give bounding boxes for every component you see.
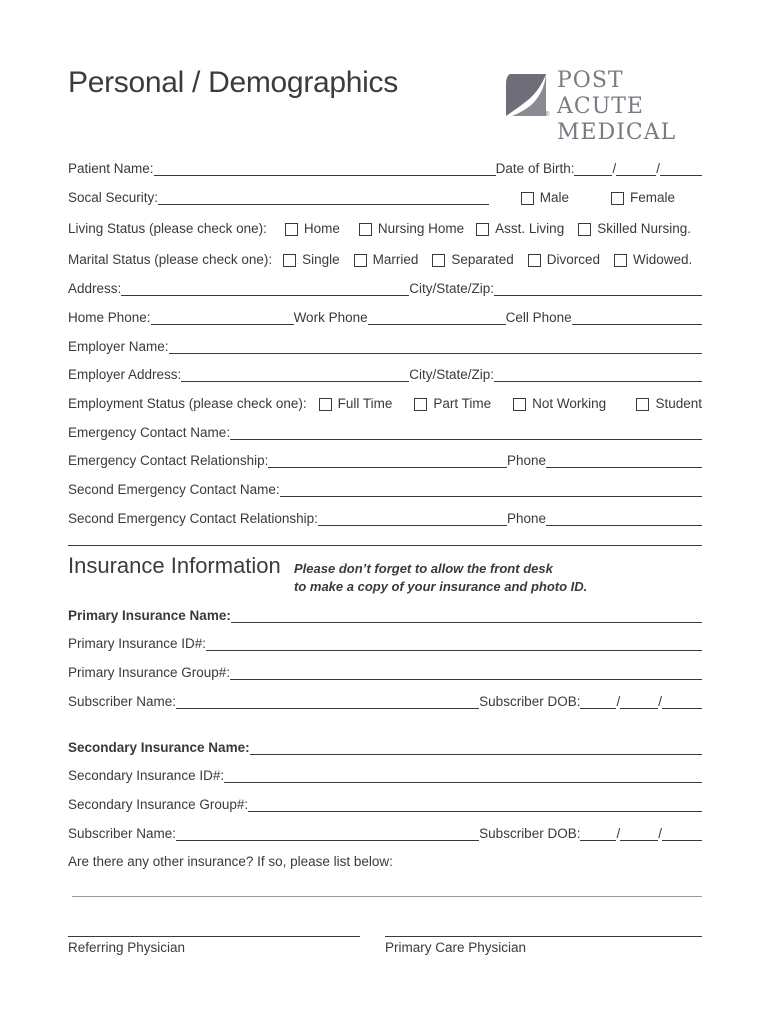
checkbox-box[interactable] (528, 254, 541, 267)
second-emergency-name-label: Second Emergency Contact Name: (68, 482, 280, 497)
emergency-relationship-field[interactable] (268, 453, 507, 468)
marital-married-checkbox[interactable] (354, 251, 419, 269)
marital-option-label: Married (372, 252, 419, 267)
subscriber-name-field[interactable] (176, 694, 479, 709)
male-label: Male (539, 190, 569, 205)
emergency-contact-name-label: Emergency Contact Name: (68, 425, 231, 440)
subscriber-dob-year-field[interactable] (662, 694, 702, 709)
primary-care-physician-label: Primary Care Physician (385, 940, 527, 955)
subscriber-dob-label: Subscriber DOB: (479, 694, 581, 709)
marital-status-row (68, 249, 702, 269)
secondary-insurance-group-field[interactable] (248, 797, 702, 812)
primary-insurance-group-row (68, 662, 702, 682)
employment-part-time-checkbox[interactable] (414, 395, 491, 413)
primary-care-physician-field[interactable] (385, 936, 702, 937)
subscriber-row-2 (68, 823, 702, 843)
dob-year-field[interactable] (660, 161, 702, 176)
insurance-note-line-2: to make a copy of your insurance and photo ID. (294, 579, 588, 594)
subscriber-dob-year-field[interactable] (662, 826, 702, 841)
secondary-insurance-name-row (68, 737, 702, 757)
employer-city-state-zip-label: City/State/Zip: (409, 367, 494, 382)
other-insurance-label: Are there any other insurance? If so, please list below: (68, 854, 393, 869)
dob-separator: / (616, 694, 621, 709)
checkbox-box[interactable] (614, 254, 627, 267)
secondary-insurance-id-field[interactable] (224, 768, 702, 783)
marital-status-label: Marital Status (please check one): (68, 252, 273, 267)
insurance-note (294, 560, 587, 596)
living-option-label: Nursing Home (377, 221, 465, 236)
subscriber-name-field[interactable] (176, 826, 479, 841)
employment-student-checkbox[interactable] (636, 395, 702, 413)
male-checkbox[interactable] (521, 189, 569, 207)
patient-name-row (68, 158, 702, 178)
checkbox-box[interactable] (513, 398, 526, 411)
second-emergency-phone-label: Phone (506, 511, 546, 526)
checkbox-box[interactable] (636, 398, 649, 411)
primary-insurance-group-field[interactable] (230, 665, 702, 680)
secondary-insurance-name-label: Secondary Insurance Name: (68, 740, 250, 755)
social-security-label: Socal Security: (68, 190, 159, 205)
second-emergency-relationship-field[interactable] (318, 511, 507, 526)
living-asst-living-checkbox[interactable] (476, 220, 564, 238)
marital-divorced-checkbox[interactable] (528, 251, 600, 269)
subscriber-name-label: Subscriber Name: (68, 826, 177, 841)
second-emergency-name-field[interactable] (280, 482, 702, 497)
marital-widowed-checkbox[interactable] (614, 251, 692, 269)
checkbox-box[interactable] (359, 223, 372, 236)
referring-physician-field[interactable] (68, 936, 360, 937)
living-option-label: Home (303, 221, 340, 236)
dob-day-field[interactable] (616, 161, 656, 176)
subscriber-name-label: Subscriber Name: (68, 694, 177, 709)
primary-insurance-name-field[interactable] (231, 608, 702, 623)
patient-name-label: Patient Name: (68, 161, 154, 176)
living-option-label: Asst. Living (495, 221, 565, 236)
checkbox-box[interactable] (611, 192, 624, 205)
marital-single-checkbox[interactable] (283, 251, 340, 269)
employment-status-row (68, 393, 702, 413)
primary-insurance-id-row (68, 633, 702, 653)
checkbox-box[interactable] (432, 254, 445, 267)
patient-name-field[interactable] (154, 161, 496, 176)
employer-address-label: Employer Address: (68, 367, 182, 382)
secondary-insurance-name-field[interactable] (250, 740, 702, 755)
second-emergency-phone-field[interactable] (546, 511, 702, 526)
marital-option-label: Widowed. (633, 252, 693, 267)
dob-separator: / (612, 161, 617, 176)
subscriber-dob-label: Subscriber DOB: (479, 826, 581, 841)
cell-phone-label: Cell Phone (505, 310, 572, 325)
secondary-insurance-id-row (68, 765, 702, 785)
subscriber-dob-day-field[interactable] (620, 694, 658, 709)
living-option-label: Skilled Nursing. (597, 221, 691, 236)
checkbox-box[interactable] (285, 223, 298, 236)
second-emergency-name-row (68, 479, 702, 499)
secondary-insurance-group-label: Secondary Insurance Group#: (68, 797, 249, 812)
other-insurance-field[interactable] (72, 896, 702, 897)
checkbox-box[interactable] (354, 254, 367, 267)
emergency-relationship-label: Emergency Contact Relationship: (68, 453, 269, 468)
subscriber-dob-day-field[interactable] (620, 826, 658, 841)
address-row (68, 278, 702, 298)
marital-separated-checkbox[interactable] (432, 251, 513, 269)
social-security-row (68, 187, 702, 207)
emergency-phone-label: Phone (506, 453, 546, 468)
address-field[interactable] (121, 281, 409, 296)
marital-option-label: Divorced (546, 252, 600, 267)
cell-phone-field[interactable] (572, 310, 702, 325)
living-status-label: Living Status (please check one): (68, 221, 267, 236)
marital-option-label: Separated (451, 252, 514, 267)
female-label: Female (629, 190, 675, 205)
phones-row (68, 307, 702, 327)
insurance-note-line-1: Please don’t forget to allow the front desk (294, 561, 553, 576)
employment-option-label: Full Time (337, 396, 393, 411)
primary-insurance-id-field[interactable] (206, 636, 702, 651)
secondary-insurance-group-row (68, 794, 702, 814)
employer-name-row (68, 336, 702, 356)
secondary-insurance-id-label: Secondary Insurance ID#: (68, 768, 225, 783)
second-emergency-relationship-row (68, 508, 702, 528)
other-insurance-row (68, 851, 702, 871)
dob-separator: / (616, 826, 621, 841)
post-acute-medical-logo (500, 68, 705, 145)
subscriber-dob-month-field[interactable] (580, 694, 616, 709)
primary-insurance-group-label: Primary Insurance Group#: (68, 665, 231, 680)
logo-wordmark (557, 68, 705, 146)
subscriber-row (68, 691, 702, 711)
employer-address-row (68, 364, 702, 384)
marital-option-label: Single (302, 252, 340, 267)
primary-insurance-name-row (68, 605, 702, 625)
page-title: Personal / Demographics (68, 66, 398, 99)
subscriber-dob-month-field[interactable] (580, 826, 616, 841)
work-phone-field[interactable] (368, 310, 506, 325)
emergency-phone-field[interactable] (546, 453, 702, 468)
employer-city-state-zip-field[interactable] (494, 367, 702, 382)
checkbox-box[interactable] (521, 192, 534, 205)
dob-separator: / (656, 161, 660, 176)
emergency-contact-name-row (68, 422, 702, 442)
logo-line-2: MEDICAL (557, 120, 677, 145)
employment-status-label: Employment Status (please check one): (68, 396, 307, 411)
checkbox-box[interactable] (414, 398, 427, 411)
logo-line-1: POST ACUTE (557, 68, 644, 119)
home-phone-field[interactable] (151, 310, 294, 325)
city-state-zip-field[interactable] (494, 281, 702, 296)
second-emergency-relationship-label: Second Emergency Contact Relationship: (68, 511, 318, 526)
dob-separator: / (658, 694, 662, 709)
insurance-section-title: Insurance Information (68, 553, 281, 578)
address-label: Address: (68, 281, 122, 296)
employer-name-label: Employer Name: (68, 339, 169, 354)
checkbox-box[interactable] (283, 254, 296, 267)
dob-month-field[interactable] (574, 161, 612, 176)
dob-separator: / (658, 826, 662, 841)
employer-address-field[interactable] (181, 367, 409, 382)
emergency-relationship-row (68, 450, 702, 470)
checkbox-box[interactable] (476, 223, 489, 236)
home-phone-label: Home Phone: (68, 310, 151, 325)
employment-option-label: Not Working (532, 396, 607, 411)
checkbox-box[interactable] (319, 398, 332, 411)
living-status-row (68, 218, 702, 238)
employment-option-label: Student (655, 396, 702, 411)
primary-insurance-id-label: Primary Insurance ID#: (68, 636, 207, 651)
work-phone-label: Work Phone (293, 310, 368, 325)
social-security-field[interactable] (158, 190, 489, 205)
employment-full-time-checkbox[interactable] (319, 395, 393, 413)
living-skilled-nursing-checkbox[interactable] (578, 220, 691, 238)
checkbox-box[interactable] (578, 223, 591, 236)
referring-physician-label: Referring Physician (68, 940, 186, 955)
emergency-contact-name-field[interactable] (230, 425, 702, 440)
section-divider (68, 545, 702, 546)
living-home-checkbox[interactable] (285, 220, 340, 238)
female-checkbox[interactable] (611, 189, 675, 207)
logo-registered-mark: ® (545, 112, 550, 118)
employer-name-field[interactable] (169, 339, 702, 354)
employment-not-working-checkbox[interactable] (513, 395, 606, 413)
living-nursing-home-checkbox[interactable] (359, 220, 464, 238)
logo-mark-icon (500, 70, 550, 120)
city-state-zip-label: City/State/Zip: (409, 281, 494, 296)
dob-label: Date of Birth: (495, 161, 575, 176)
employment-option-label: Part Time (433, 396, 492, 411)
primary-insurance-name-label: Primary Insurance Name: (68, 608, 231, 623)
